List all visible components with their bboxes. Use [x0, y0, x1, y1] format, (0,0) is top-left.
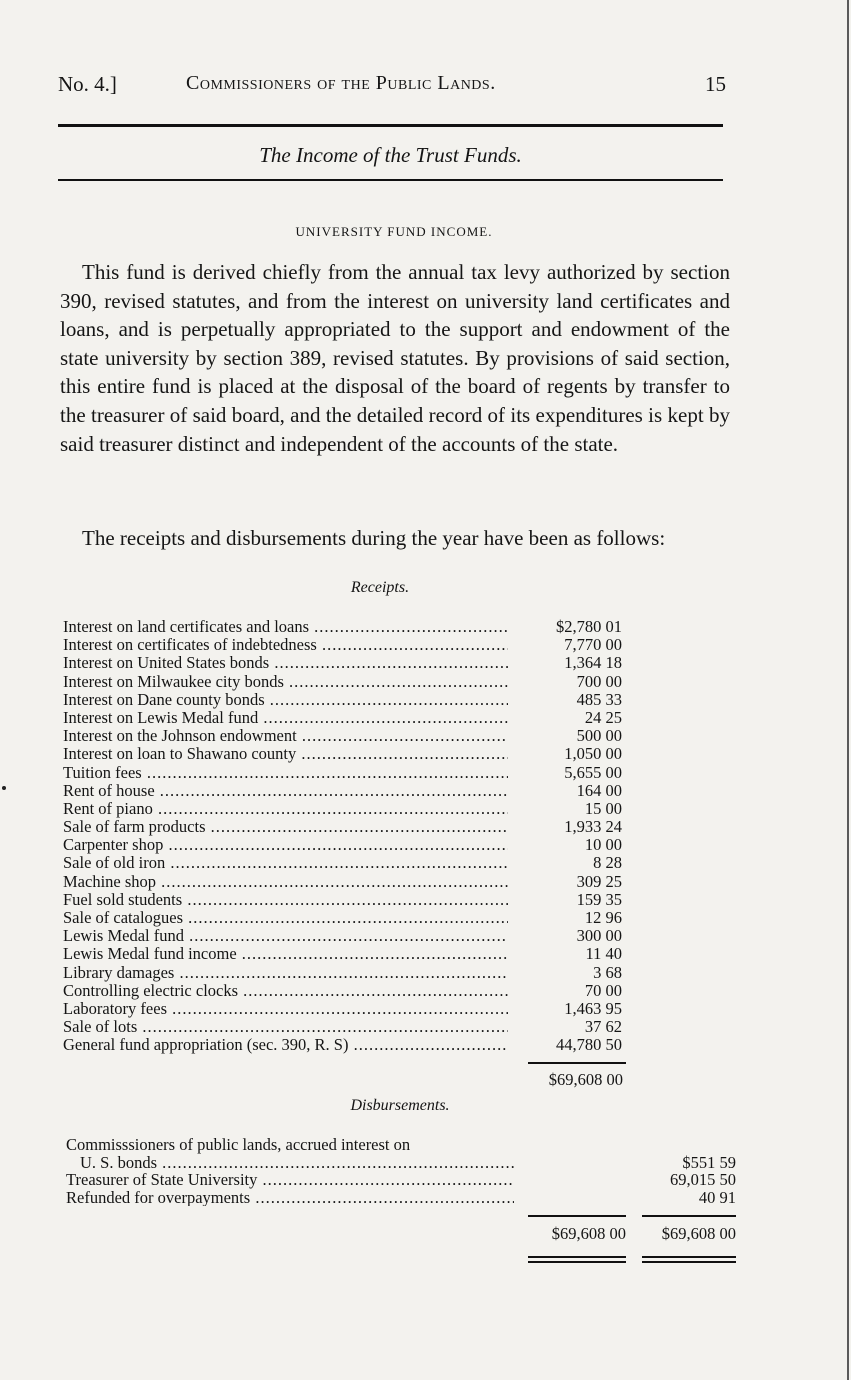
row-label: Lewis Medal fund ..... [63, 927, 508, 945]
double-rule [642, 1261, 736, 1263]
row-amount: 7,770 00 [564, 635, 622, 655]
double-rule [528, 1256, 626, 1258]
table-row [66, 1189, 738, 1207]
table-row [63, 982, 643, 1000]
row-label: Rent of piano ..... [63, 800, 508, 818]
row-label: Treasurer of State University ..... [66, 1171, 514, 1189]
table-row [63, 764, 643, 782]
receipts-total: $69,608 00 [548, 1070, 623, 1089]
table-row [66, 1136, 738, 1154]
row-amount: 40 91 [698, 1187, 736, 1207]
row-amount: 69,015 50 [670, 1170, 736, 1190]
table-row [63, 909, 643, 927]
row-label: Interest on United States bonds ..... [63, 654, 508, 672]
row-label: Machine shop ..... [63, 873, 508, 891]
section-rule [58, 179, 723, 181]
row-amount: 70 00 [584, 980, 622, 1000]
row-label: Commisssioners of public lands, accrued interest on [66, 1136, 411, 1154]
page-edge [847, 0, 849, 1380]
row-amount: 44,780 50 [556, 1035, 622, 1055]
running-title: Commissioners of the Public Lands. [186, 72, 496, 94]
table-row [63, 673, 643, 691]
ink-speck [2, 786, 6, 790]
table-row [63, 836, 643, 854]
row-label: Laboratory fees ..... [63, 1000, 508, 1018]
row-label: Tuition fees ..... [63, 764, 508, 782]
table-row [63, 945, 643, 963]
row-amount: 15 00 [584, 798, 622, 818]
final-disbursements-total: $69,608 00 [661, 1224, 736, 1243]
table-row [63, 1000, 643, 1018]
row-amount: 37 62 [584, 1017, 622, 1037]
row-label: Rent of house ..... [63, 782, 508, 800]
row-amount: 300 00 [576, 926, 622, 946]
row-label: Interest on Lewis Medal fund ..... [63, 709, 508, 727]
table-row [66, 1171, 738, 1189]
intro-paragraph: This fund is derived chiefly from the annual tax levy authorized by section 390, revised statutes, and from the interest on university land certificates and loans, and is perpetually appropriated to the support and endowment of the state university by section 389, revised statutes. By provisions of said section, this entire fund is placed at the disposal of the board of regents by transfer to the treasurer of said board, and the detailed record of its expenditures is kept by said treasurer distinct and independent of the accounts of the state. [60, 260, 730, 456]
table-row [63, 964, 643, 982]
row-label: Library damages ..... [63, 964, 508, 982]
table-row [63, 745, 643, 763]
page-number: 15 [705, 72, 726, 96]
table-row [63, 691, 643, 709]
table-row [63, 709, 643, 727]
row-amount: 12 96 [584, 908, 622, 927]
row-amount: 10 00 [584, 835, 622, 855]
disbursements-table [66, 1136, 738, 1206]
table-row [63, 873, 643, 891]
row-label: Sale of old iron ..... [63, 854, 508, 872]
row-label: Interest on the Johnson endowment ..... [63, 727, 508, 745]
row-amount: $551 59 [682, 1152, 736, 1172]
row-label: Lewis Medal fund income ..... [63, 945, 508, 963]
row-label: Interest on Dane county bonds ..... [63, 691, 508, 709]
row-amount: 1,463 95 [564, 998, 622, 1018]
receipts-total-rule [528, 1062, 626, 1064]
table-row [63, 800, 643, 818]
table-row [63, 927, 643, 945]
row-amount: 164 00 [576, 780, 622, 800]
row-label: General fund appropriation (sec. 390, R. S) ..... [63, 1036, 508, 1054]
receipts-heading: Receipts. [350, 579, 410, 596]
receipts-intro-paragraph: The receipts and disbursements during the year have been as follows: [82, 526, 666, 550]
row-label: Carpenter shop ..... [63, 836, 508, 854]
total-rule [528, 1215, 626, 1217]
row-amount: 1,933 24 [564, 817, 622, 837]
row-label: Interest on land certificates and loans ..... [63, 618, 508, 636]
receipts-table [63, 618, 643, 1055]
table-row [63, 727, 643, 745]
row-amount: 5,655 00 [564, 762, 622, 782]
final-receipts-total: $69,608 00 [551, 1224, 626, 1243]
row-amount: 700 00 [576, 671, 622, 691]
row-label: Refunded for overpayments ..... [66, 1189, 514, 1207]
row-amount: 3 68 [593, 962, 622, 982]
row-amount: 159 35 [576, 889, 622, 909]
table-row [63, 1018, 643, 1036]
table-row [63, 636, 643, 654]
fund-heading: UNIVERSITY FUND INCOME. [295, 224, 493, 239]
row-amount: 485 33 [576, 689, 622, 709]
row-amount: 24 25 [584, 707, 622, 727]
row-amount: 1,364 18 [564, 653, 622, 673]
table-row [63, 654, 643, 672]
section-title: The Income of the Trust Funds. [259, 143, 522, 167]
row-amount: 309 25 [576, 871, 622, 891]
document-number: No. 4.] [58, 72, 117, 96]
row-label: Interest on certificates of indebtedness ..... [63, 636, 508, 654]
row-amount: 500 00 [576, 726, 622, 746]
table-row [63, 782, 643, 800]
row-label: Sale of catalogues ..... [63, 909, 508, 927]
table-row [63, 891, 643, 909]
disbursements-heading: Disbursements. [350, 1097, 450, 1114]
row-amount: $2,780 01 [556, 617, 622, 636]
table-row [63, 1036, 643, 1054]
row-amount: 1,050 00 [564, 744, 622, 764]
row-label: Controlling electric clocks ..... [63, 982, 508, 1000]
top-rule [58, 124, 723, 127]
table-row [63, 618, 643, 636]
row-amount: 11 40 [585, 944, 622, 964]
double-rule [528, 1261, 626, 1263]
total-rule [642, 1215, 736, 1217]
table-row [63, 854, 643, 872]
double-rule [642, 1256, 736, 1258]
row-label: Fuel sold students ..... [63, 891, 508, 909]
row-label: Interest on Milwaukee city bonds ..... [63, 673, 508, 691]
table-row [63, 818, 643, 836]
table-row [66, 1154, 738, 1172]
row-amount: 8 28 [593, 853, 622, 873]
row-label: U. S. bonds ..... [80, 1154, 514, 1172]
row-label: Interest on loan to Shawano county ..... [63, 745, 508, 763]
row-label: Sale of farm products ..... [63, 818, 508, 836]
row-label: Sale of lots ..... [63, 1018, 508, 1036]
